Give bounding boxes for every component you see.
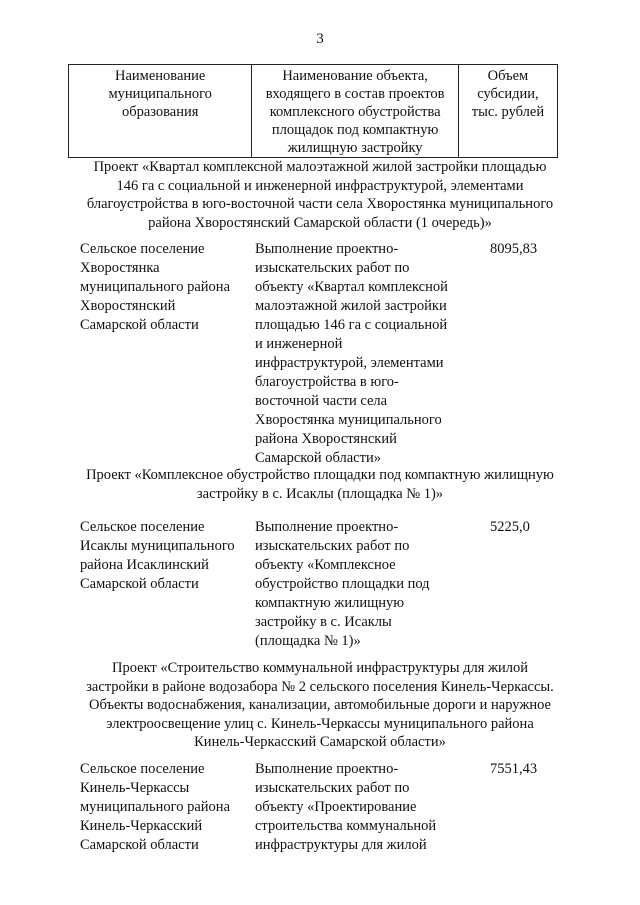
- header-object: Наименование объекта, входящего в состав проектов комплексного обустройства площадок под компактную жилищную застройку: [252, 65, 458, 158]
- project-title-line: электроосвещение улиц с. Кинель-Черкассы муниципального района: [106, 715, 534, 732]
- project-title-line: Проект «Строительство коммунальной инфраструктуры для жилой: [111, 660, 529, 676]
- work-line: строительства коммунальной: [255, 818, 437, 834]
- work-line: Выполнение проектно-: [255, 761, 399, 777]
- municipality-cell: [80, 760, 260, 855]
- work-line: объекту «Проектирование: [255, 799, 417, 815]
- municipality-line: муниципального района: [80, 279, 230, 295]
- project-title-3: [60, 659, 580, 752]
- project-title-line: застройку в с. Исаклы (площадка № 1)»: [196, 485, 444, 502]
- municipality-line: Хворостянка: [80, 260, 160, 276]
- work-line: инфраструктурой, элементами: [255, 355, 444, 371]
- work-line: восточной части села: [255, 393, 388, 409]
- project-title-line: Проект «Квартал комплексной малоэтажной жилой застройки площадью: [93, 159, 547, 175]
- municipality-line: Исаклы муниципального: [80, 538, 235, 554]
- work-line: компактную жилищную: [255, 595, 405, 611]
- work-line: изыскательских работ по: [255, 538, 410, 554]
- work-line: малоэтажной жилой застройки: [255, 298, 447, 314]
- amount-cell: 5225,0: [490, 519, 530, 535]
- work-line: площадью 146 га с социальной: [255, 317, 448, 333]
- work-line: благоустройства в юго-: [255, 374, 399, 390]
- work-line: объекту «Комплексное: [255, 557, 396, 573]
- project-title-1: [60, 158, 580, 232]
- header-municipality: Наименование муниципального образования: [69, 65, 252, 158]
- table-header: [68, 64, 558, 158]
- work-line: застройку в с. Исаклы: [255, 614, 392, 630]
- work-line: (площадка № 1)»: [255, 633, 361, 649]
- municipality-line: Кинель-Черкасский: [80, 818, 203, 834]
- municipality-line: района Исаклинский: [80, 557, 209, 573]
- work-cell: [255, 240, 470, 468]
- work-line: изыскательских работ по: [255, 780, 410, 796]
- municipality-line: Хворостянский: [80, 298, 176, 314]
- municipality-line: Сельское поселение: [80, 761, 205, 777]
- work-line: Самарской области»: [255, 450, 381, 466]
- municipality-line: Сельское поселение: [80, 519, 205, 535]
- project-title-line: района Хворостянский Самарской области (1 очередь)»: [148, 214, 492, 231]
- work-line: Выполнение проектно-: [255, 519, 399, 535]
- amount-cell: 7551,43: [490, 761, 538, 777]
- work-cell: [255, 518, 470, 651]
- project-title-line: застройки в районе водозабора № 2 сельского поселения Кинель-Черкассы.: [86, 678, 554, 695]
- work-line: инфраструктуры для жилой: [255, 837, 427, 853]
- work-line: объекту «Квартал комплексной: [255, 279, 448, 295]
- municipality-line: Сельское поселение: [80, 241, 205, 257]
- work-cell: [255, 760, 470, 855]
- municipality-line: муниципального района: [80, 799, 230, 815]
- project-title-line: Объекты водоснабжения, канализации, автомобильные дороги и наружное: [89, 697, 551, 713]
- work-line: Выполнение проектно-: [255, 241, 399, 257]
- municipality-cell: [80, 518, 260, 594]
- project-title-line: Проект «Комплексное обустройство площадки под компактную жилищную: [86, 467, 554, 483]
- project-title-line: Кинель-Черкасский Самарской области»: [194, 734, 446, 750]
- work-line: района Хворостянский: [255, 431, 397, 447]
- page-number: 3: [316, 31, 324, 47]
- project-title-2: [60, 466, 580, 503]
- municipality-line: Кинель-Черкассы: [80, 780, 190, 796]
- project-title-line: 146 га с социальной и инженерной инфраструктурой, элементами: [116, 177, 524, 194]
- work-line: обустройство площадки под: [255, 576, 430, 592]
- work-line: Хворостянка муниципального: [255, 412, 442, 428]
- header-subsidy: Объем субсидии, тыс. рублей: [458, 65, 557, 158]
- municipality-line: Самарской области: [80, 317, 199, 333]
- municipality-line: Самарской области: [80, 837, 199, 853]
- municipality-line: Самарской области: [80, 576, 199, 592]
- work-line: изыскательских работ по: [255, 260, 410, 276]
- municipality-cell: [80, 240, 260, 335]
- project-title-line: благоустройства в юго-восточной части села Хворостянка муниципального: [86, 196, 554, 212]
- work-line: и инженерной: [255, 336, 343, 352]
- amount-cell: 8095,83: [490, 241, 538, 257]
